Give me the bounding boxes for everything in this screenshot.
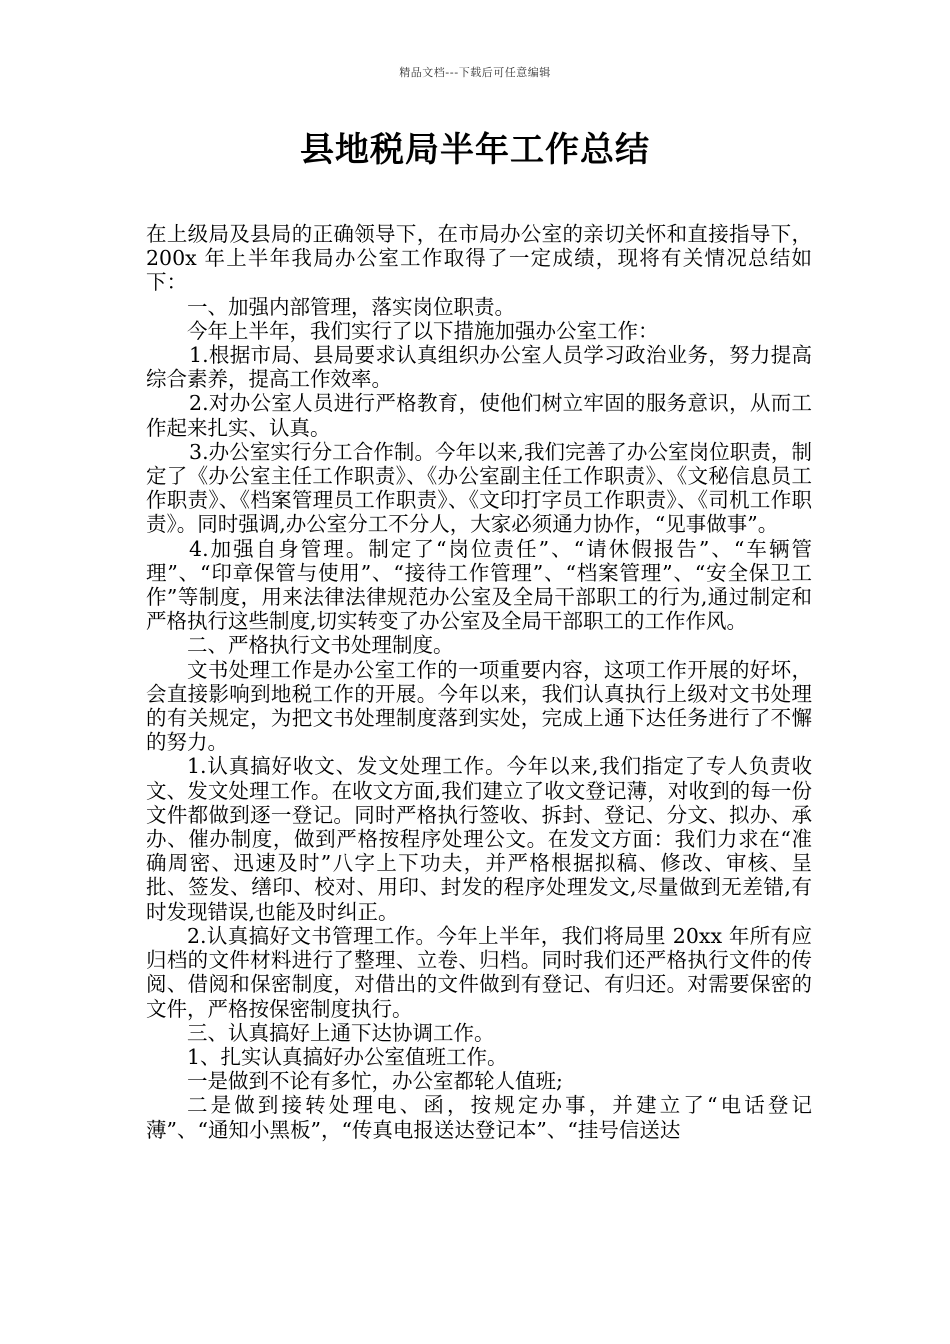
document-body	[146, 222, 812, 1142]
paragraph: 文书处理工作是办公室工作的一项重要内容，这项工作开展的好坏，会直接影响到地税工作的开展。今年以来，我们认真执行上级对文书处理的有关规定，为把文书处理制度落到实处，完成上通下达任务进行了不懈的努力。	[146, 657, 812, 755]
list-item: 1.认真搞好收文、发文处理工作。今年以来,我们指定了专人负责收文、发文处理工作。在收文方面,我们建立了收文登记薄，对收到的每一份文件都做到逐一登记。同时严格执行签收、拆封、登记、分文、拟办、承办、催办制度，做到严格按程序处理公文。在发文方面：我们力求在“准确周密、迅速及时”八字上下功夫，并严格根据拟稿、修改、审核、呈批、签发、缮印、校对、用印、封发的程序处理发文,尽量做到无差错,有时发现错误,也能及时纠正。	[146, 754, 812, 924]
section-heading-3: 三、认真搞好上通下达协调工作。	[187, 1020, 495, 1045]
paragraph: 二是做到接转处理电、函，按规定办事，并建立了“电话登记薄”、“通知小黑板”，“传真电报送达登记本”、“挂号信送达	[146, 1093, 812, 1142]
list-item: 3.办公室实行分工合作制。今年以来,我们完善了办公室岗位职责，制定了《办公室主任工作职责》、《办公室副主任工作职责》、《文秘信息员工作职责》、《档案管理员工作职责》、《文印打字员工作职责》、《司机工作职责》。同时强调,办公室分工不分人，大家必须通力协作，“见事做事”。	[146, 439, 812, 537]
section-heading-2: 二、严格执行文书处理制度。	[187, 633, 454, 658]
header-note: 精品文档---下载后可任意编辑	[399, 66, 551, 79]
section-heading-1: 一、加强内部管理，落实岗位职责。	[187, 294, 515, 319]
list-item: 4.加强自身管理。制定了“岗位责任”、“请休假报告”、“车辆管理”、“印章保管与使用”、“接待工作管理”、“档案管理”、“安全保卫工作”等制度，用来法律法律规范办公室及全局干部职工的行为,通过制定和严格执行这些制度,切实转变了办公室及全局干部职工的工作作风。	[146, 536, 812, 634]
paragraph: 一是做到不论有多忙，办公室都轮人值班;	[187, 1069, 563, 1094]
paragraph: 今年上半年，我们实行了以下措施加强办公室工作：	[187, 318, 659, 343]
paragraph-intro: 在上级局及县局的正确领导下，在市局办公室的亲切关怀和直接指导下，200x 年上半年我局办公室工作取得了一定成绩，现将有关情况总结如下：	[146, 222, 812, 295]
list-item: 1.根据市局、县局要求认真组织办公室人员学习政治业务，努力提高综合素养，提高工作效率。	[146, 343, 812, 392]
list-item: 2.对办公室人员进行严格教育，使他们树立牢固的服务意识，从而工作起来扎实、认真。	[146, 391, 812, 440]
list-item: 2.认真搞好文书管理工作。今年上半年，我们将局里 20xx 年所有应归档的文件材料进行了整理、立卷、归档。同时我们还严格执行文件的传阅、借阅和保密制度，对借出的文件做到有登记、有归还。对需要保密的文件，严格按保密制度执行。	[146, 923, 812, 1021]
page-title: 县地税局半年工作总结	[300, 130, 650, 170]
list-item: 1、扎实认真搞好办公室值班工作。	[187, 1044, 508, 1069]
